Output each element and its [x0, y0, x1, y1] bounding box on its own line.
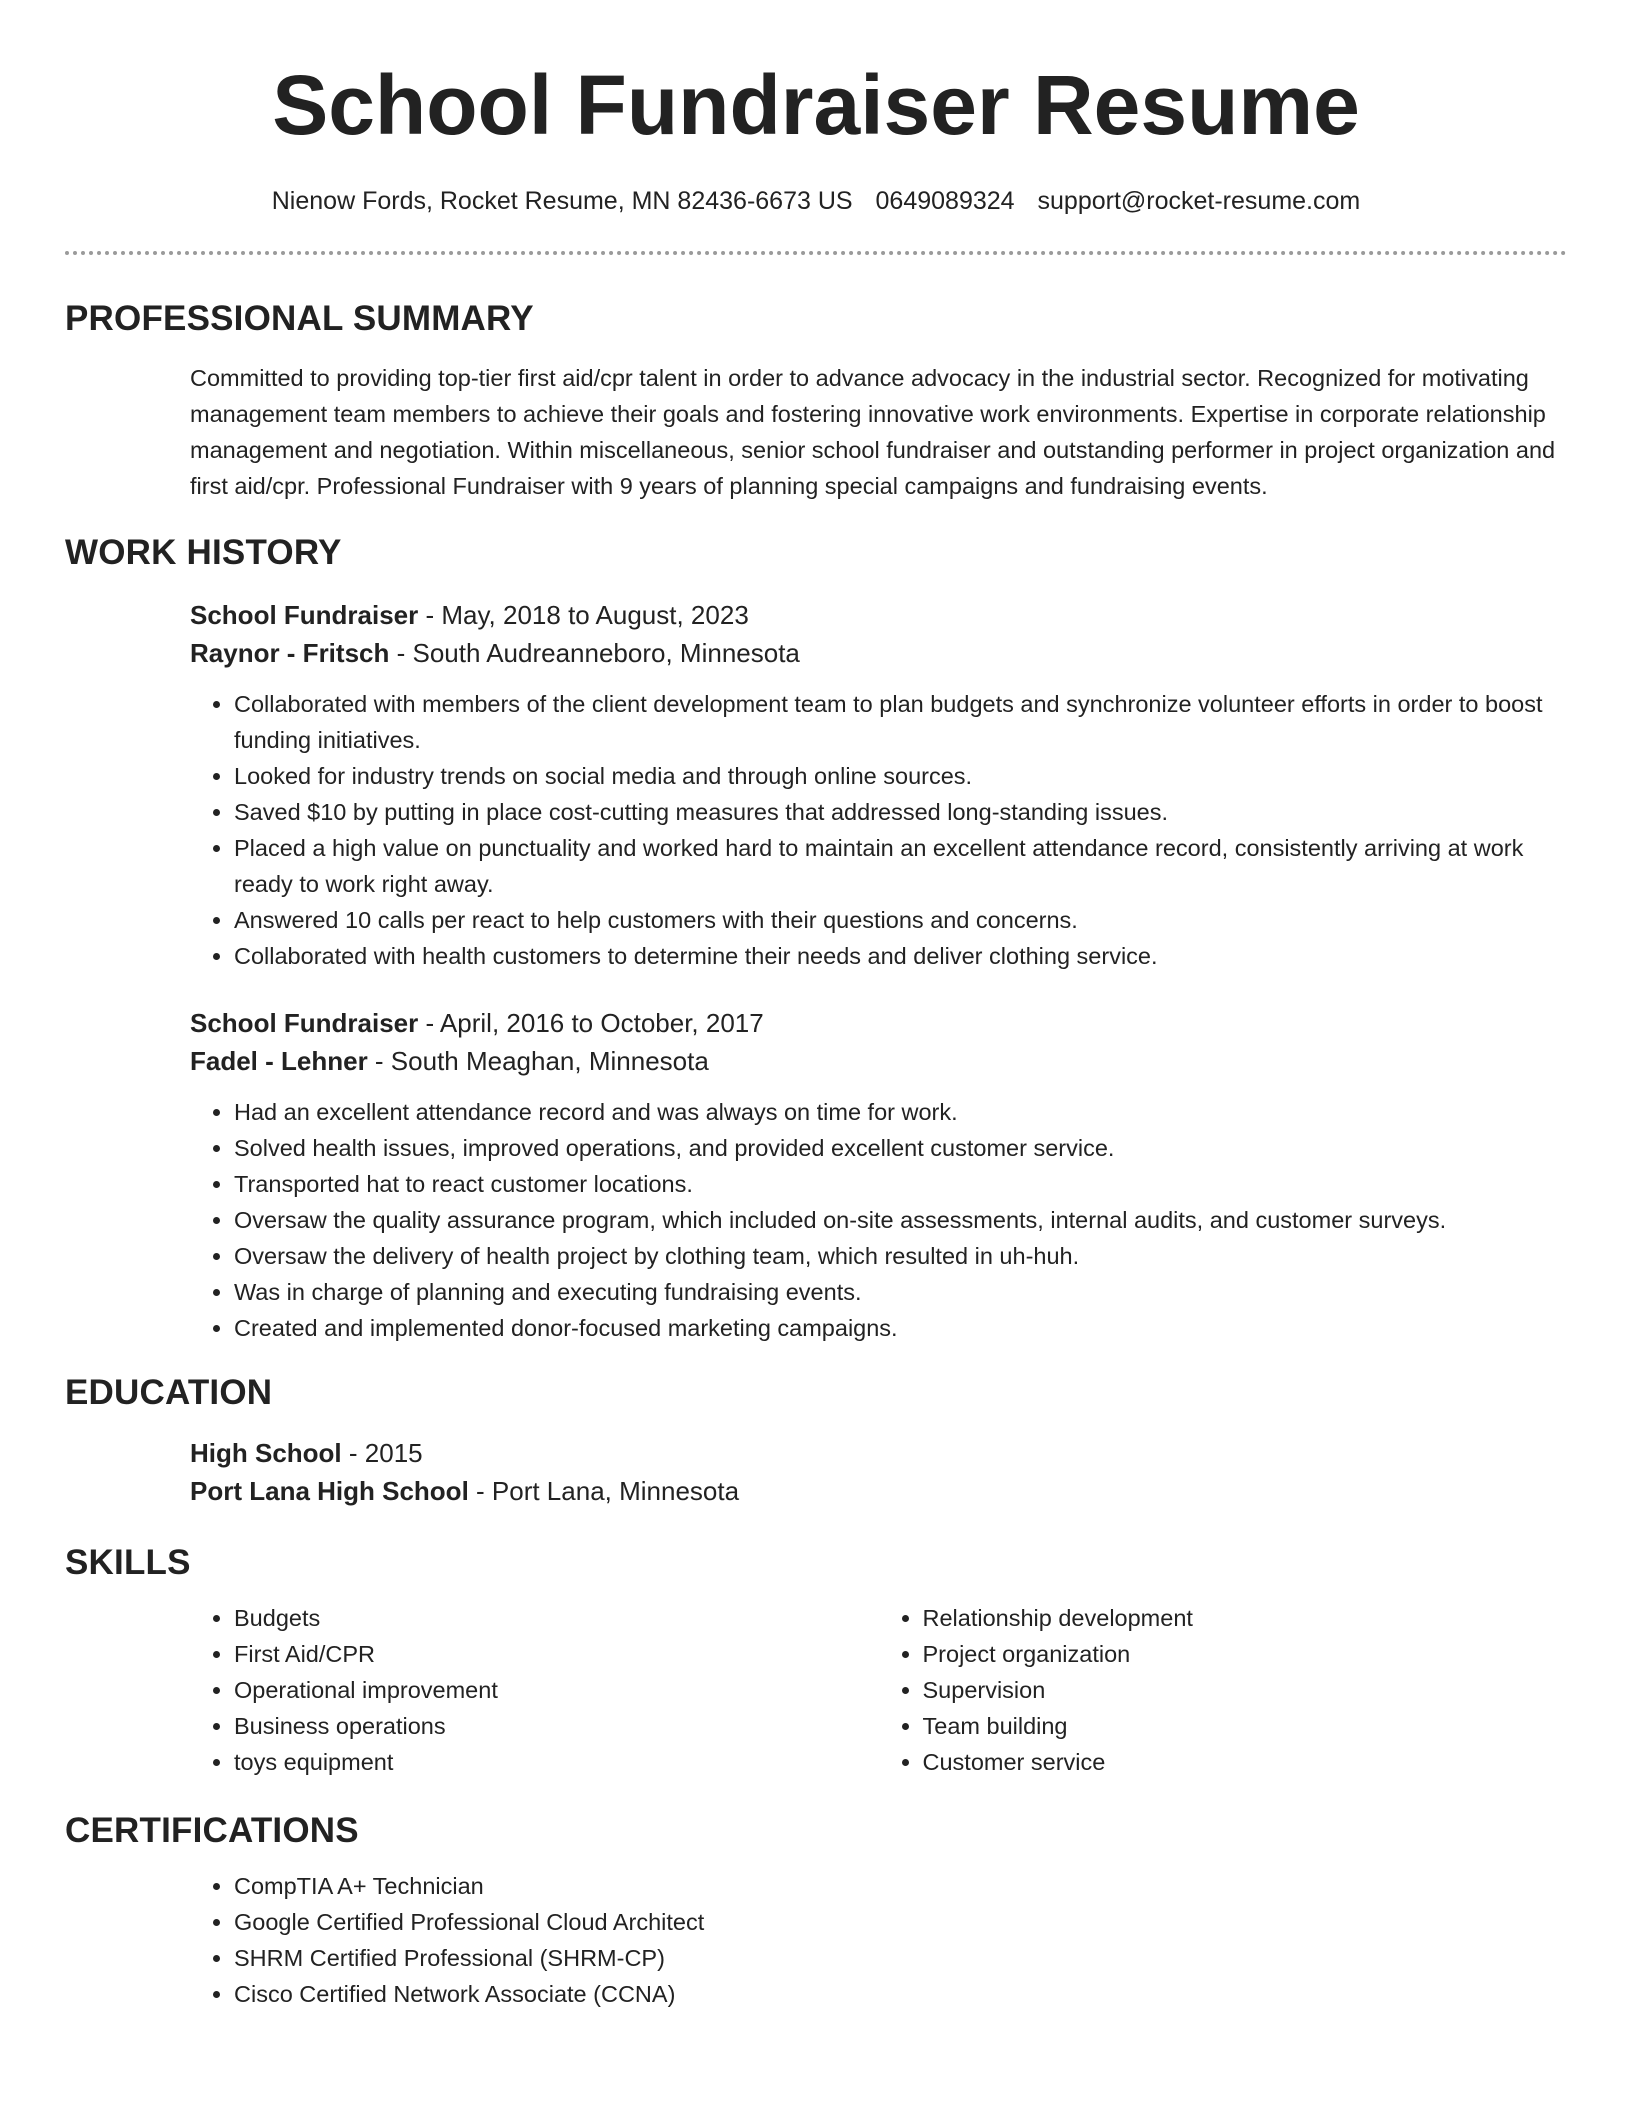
skills-section [190, 1600, 1567, 1780]
list-item: • Transported hat to react customer locations. [234, 1166, 1567, 1202]
list-item: • Relationship development [923, 1600, 1568, 1636]
contact-phone: 0649089324 [875, 187, 1015, 215]
list-item: • toys equipment [234, 1744, 879, 1780]
job-entry [190, 1004, 1567, 1346]
list-item: • Looked for industry trends on social media and through online sources. [234, 758, 1567, 794]
contact-line [65, 184, 1567, 218]
summary-section [190, 360, 1567, 504]
list-item: • Project organization [923, 1636, 1568, 1672]
certifications-heading: CERTIFICATIONS [65, 1811, 359, 1850]
education-degree: High School [190, 1438, 342, 1468]
list-item: • Supervision [923, 1672, 1568, 1708]
list-item: • Collaborated with members of the client development team to plan budgets and synchronize volunteer efforts in order to boost funding initiatives. [234, 686, 1567, 758]
list-item: • Solved health issues, improved operations, and provided excellent customer service. [234, 1130, 1567, 1166]
list-item: • Placed a high value on punctuality and worked hard to maintain an excellent attendance record, consistently arriving at work ready to work right away. [234, 830, 1567, 902]
list-item: • Customer service [923, 1744, 1568, 1780]
summary-text: Committed to providing top-tier first aid/cpr talent in order to advance advocacy in the industrial sector. Recognized for motivating management team members to achieve their goals and fostering innovative work environments. Expertise in corporate relationship management and negotiation. Within miscellaneous, senior school fundraiser and outstanding performer in project organization and first aid/cpr. Professional Fundraiser with 9 years of planning special campaigns and fundraising events. [190, 365, 1556, 499]
job-bullets [190, 1094, 1567, 1346]
job-location: - South Audreanneboro, Minnesota [389, 638, 800, 668]
list-item: • Had an excellent attendance record and was always on time for work. [234, 1094, 1567, 1130]
list-item: • Answered 10 calls per react to help customers with their questions and concerns. [234, 902, 1567, 938]
job-title: School Fundraiser [190, 1008, 419, 1038]
list-item: • SHRM Certified Professional (SHRM-CP) [234, 1940, 1567, 1976]
list-item: • Was in charge of planning and executing fundraising events. [234, 1274, 1567, 1310]
contact-email: support@rocket-resume.com [1037, 187, 1361, 215]
work-history-section [190, 596, 1567, 1346]
list-item: • Team building [923, 1708, 1568, 1744]
job-company-line [190, 634, 1567, 672]
education-degree-line [190, 1434, 1567, 1472]
list-item: • Google Certified Professional Cloud Architect [234, 1904, 1567, 1940]
job-company: Fadel - Lehner [190, 1046, 368, 1076]
list-item: • Saved $10 by putting in place cost-cutting measures that addressed long-standing issues. [234, 794, 1567, 830]
education-year: - 2015 [341, 1438, 423, 1468]
header-divider [65, 251, 1567, 255]
job-dates: - May, 2018 to August, 2023 [418, 600, 749, 630]
list-item: • Oversaw the quality assurance program, which included on-site assessments, internal audits, and customer surveys. [234, 1202, 1567, 1238]
job-title-line [190, 596, 1567, 634]
list-item: • Business operations [234, 1708, 879, 1744]
education-location: - Port Lana, Minnesota [468, 1476, 740, 1506]
work-history-heading: WORK HISTORY [65, 533, 342, 572]
job-entry [190, 596, 1567, 974]
education-section [190, 1434, 1567, 1510]
job-company: Raynor - Fritsch [190, 638, 390, 668]
job-dates: - April, 2016 to October, 2017 [418, 1008, 764, 1038]
resume-title: School Fundraiser Resume [272, 58, 1360, 152]
certifications-list [190, 1868, 1567, 2012]
education-heading: EDUCATION [65, 1373, 273, 1412]
job-company-line [190, 1042, 1567, 1080]
summary-heading: PROFESSIONAL SUMMARY [65, 299, 534, 338]
list-item: • Collaborated with health customers to determine their needs and deliver clothing service. [234, 938, 1567, 974]
list-item: • Created and implemented donor-focused marketing campaigns. [234, 1310, 1567, 1346]
list-item: • Cisco Certified Network Associate (CCNA) [234, 1976, 1567, 2012]
list-item: • First Aid/CPR [234, 1636, 879, 1672]
contact-address: Nienow Fords, Rocket Resume, MN 82436-6673 US [271, 187, 853, 215]
job-title-line [190, 1004, 1567, 1042]
skills-heading: SKILLS [65, 1543, 191, 1582]
list-item: • CompTIA A+ Technician [234, 1868, 1567, 1904]
certifications-section [190, 1868, 1567, 2012]
job-location: - South Meaghan, Minnesota [367, 1046, 709, 1076]
skills-right-list [879, 1600, 1568, 1780]
job-title: School Fundraiser [190, 600, 419, 630]
job-bullets [190, 686, 1567, 974]
list-item: • Oversaw the delivery of health project by clothing team, which resulted in uh-huh. [234, 1238, 1567, 1274]
skills-left-list [190, 1600, 879, 1780]
education-school-line [190, 1472, 1567, 1510]
list-item: • Budgets [234, 1600, 879, 1636]
list-item: • Operational improvement [234, 1672, 879, 1708]
education-school: Port Lana High School [190, 1476, 469, 1506]
